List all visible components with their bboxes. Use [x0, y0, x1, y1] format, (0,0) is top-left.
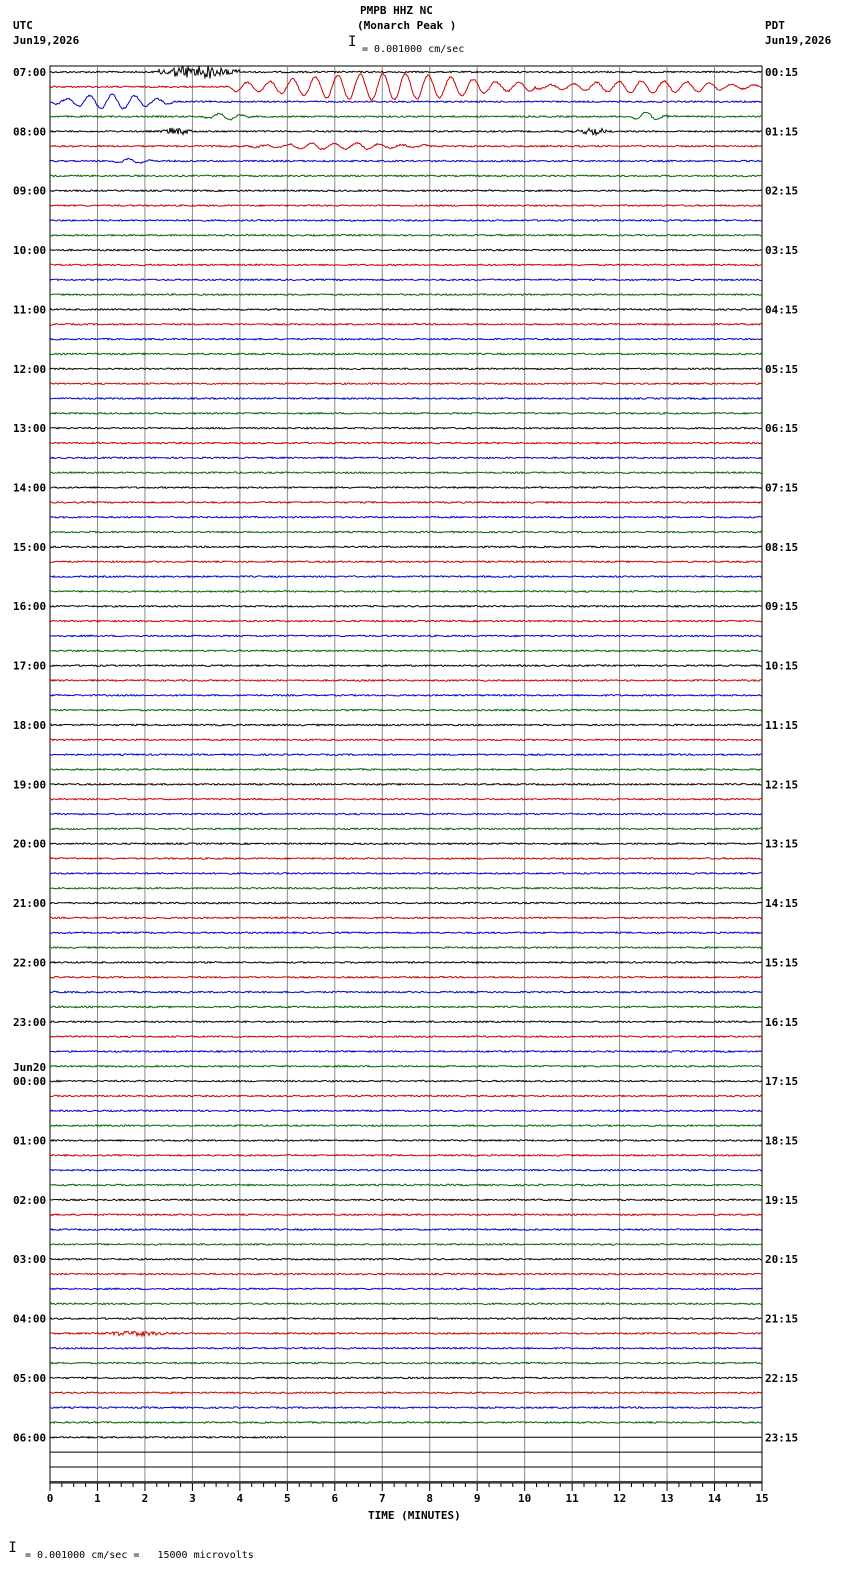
pdt-hour-label: 10:15 [765, 659, 799, 673]
x-tick-label: 4 [236, 1492, 244, 1505]
seismic-trace [50, 991, 762, 993]
seismic-trace [50, 1318, 762, 1320]
seismic-trace [50, 487, 762, 489]
left-date: Jun19,2026 [13, 34, 80, 47]
x-tick-label: 10 [518, 1492, 532, 1505]
seismic-trace [50, 754, 762, 756]
seismic-trace [50, 1184, 762, 1186]
seismic-trace [50, 1229, 762, 1231]
seismic-trace [50, 873, 762, 875]
x-axis-title: TIME (MINUTES) [368, 1509, 461, 1522]
seismic-trace [50, 398, 762, 400]
seismic-trace [50, 190, 762, 192]
right-date: Jun19,2026 [765, 34, 832, 47]
pdt-hour-label: 03:15 [765, 244, 799, 258]
plot-frame [50, 66, 762, 1483]
pdt-hour-label: 16:15 [765, 1015, 799, 1029]
seismic-trace [50, 1362, 762, 1364]
seismic-trace [50, 605, 762, 607]
pdt-hour-label: 05:15 [765, 362, 799, 376]
utc-hour-label: 08:00 [13, 125, 47, 139]
seismic-trace [50, 769, 762, 771]
utc-hour-label: 19:00 [13, 778, 47, 792]
seismic-trace [50, 1392, 762, 1394]
seismic-trace [50, 516, 762, 518]
seismic-trace [50, 650, 762, 652]
pdt-hour-label: 09:15 [765, 600, 799, 614]
seismic-trace [50, 249, 762, 251]
seismic-trace [50, 324, 762, 326]
right-timezone: PDT [765, 19, 785, 32]
x-tick-label: 9 [473, 1492, 481, 1505]
pdt-hour-label: 02:15 [765, 184, 799, 198]
seismic-trace [50, 457, 762, 459]
seismic-trace [50, 828, 762, 830]
seismic-trace [50, 128, 762, 135]
date-change-label: Jun20 [13, 1061, 47, 1075]
seismic-trace [50, 1006, 762, 1008]
seismic-trace [50, 576, 762, 578]
seismic-trace [50, 531, 762, 533]
seismic-trace [50, 279, 762, 281]
pdt-hour-label: 00:15 [765, 66, 799, 79]
x-tick-label: 2 [141, 1492, 149, 1505]
utc-hour-label: 16:00 [13, 600, 47, 614]
seismic-trace [50, 1140, 762, 1142]
seismic-trace [50, 1036, 762, 1038]
seismic-trace [50, 502, 762, 504]
seismic-trace [50, 680, 762, 682]
seismic-trace [50, 1288, 762, 1290]
pdt-hour-label: 20:15 [765, 1253, 799, 1267]
x-tick-label: 11 [565, 1492, 579, 1505]
pdt-hour-label: 22:15 [765, 1371, 799, 1385]
station-location: (Monarch Peak ) [357, 19, 457, 32]
x-tick-label: 15 [755, 1492, 769, 1505]
seismic-trace [50, 442, 762, 444]
utc-hour-label: 02:00 [13, 1193, 47, 1207]
seismic-trace [50, 917, 762, 919]
utc-hour-label: 00:00 [13, 1075, 47, 1089]
left-timezone: UTC [13, 19, 33, 32]
seismic-trace [50, 234, 762, 236]
seismic-trace [50, 1422, 762, 1424]
pdt-hour-label: 08:15 [765, 540, 799, 554]
seismic-trace [50, 1347, 762, 1349]
seismic-trace [50, 561, 762, 563]
pdt-hour-label: 07:15 [765, 481, 799, 495]
seismic-trace [50, 220, 762, 222]
utc-hour-label: 10:00 [13, 244, 47, 258]
utc-hour-label: 17:00 [13, 659, 47, 673]
seismic-trace [50, 1331, 762, 1336]
seismic-trace [50, 724, 762, 726]
seismic-trace [50, 1437, 287, 1439]
utc-hour-label: 01:00 [13, 1134, 47, 1148]
seismic-trace [50, 1273, 762, 1275]
seismic-trace [50, 1258, 762, 1260]
seismic-trace [50, 143, 762, 150]
utc-hour-label: 22:00 [13, 956, 47, 970]
pdt-hour-label: 21:15 [765, 1312, 799, 1326]
utc-hour-label: 15:00 [13, 540, 47, 554]
seismic-trace [50, 1095, 762, 1097]
utc-hour-label: 06:00 [13, 1431, 47, 1445]
utc-hour-label: 07:00 [13, 66, 47, 79]
seismic-trace [50, 858, 762, 860]
pdt-hour-label: 23:15 [765, 1431, 799, 1445]
scale-bar-footer-icon: I [0, 1540, 17, 1556]
seismic-trace [50, 1244, 762, 1246]
seismic-trace [50, 591, 762, 593]
seismic-trace [50, 264, 762, 266]
seismic-trace [50, 709, 762, 711]
scale-label-bottom: = 0.001000 cm/sec = 15000 microvolts [25, 1550, 254, 1561]
seismic-trace [50, 368, 762, 370]
seismic-trace [50, 1407, 762, 1409]
seismic-trace [50, 1080, 762, 1082]
seismic-trace [50, 353, 762, 355]
seismic-trace [50, 112, 762, 120]
seismic-trace [50, 338, 762, 340]
seismic-trace [50, 962, 762, 964]
seismic-trace [50, 427, 762, 429]
utc-hour-label: 23:00 [13, 1015, 47, 1029]
utc-hour-label: 05:00 [13, 1371, 47, 1385]
seismic-trace [50, 784, 762, 786]
seismic-trace [50, 635, 762, 637]
seismic-trace [50, 1377, 762, 1379]
x-tick-label: 5 [284, 1492, 291, 1505]
utc-hour-label: 20:00 [13, 837, 47, 851]
pdt-hour-label: 04:15 [765, 303, 799, 317]
seismic-trace [50, 813, 762, 815]
pdt-hour-label: 14:15 [765, 897, 799, 911]
pdt-hour-label: 17:15 [765, 1075, 799, 1089]
x-tick-label: 13 [660, 1492, 674, 1505]
x-tick-label: 1 [94, 1492, 101, 1505]
pdt-hour-label: 01:15 [765, 125, 799, 139]
seismic-trace [50, 739, 762, 741]
seismic-trace [50, 695, 762, 697]
seismic-trace [50, 1199, 762, 1201]
seismic-trace [50, 1051, 762, 1053]
utc-hour-label: 21:00 [13, 897, 47, 911]
seismic-trace [50, 94, 762, 109]
x-tick-label: 3 [189, 1492, 196, 1505]
seismic-trace [50, 1066, 762, 1068]
x-tick-label: 6 [331, 1492, 339, 1505]
seismic-trace [50, 74, 762, 101]
seismic-trace [50, 158, 762, 163]
x-tick-label: 8 [426, 1492, 434, 1505]
seismic-trace [50, 1110, 762, 1112]
seismic-trace [50, 472, 762, 474]
seismic-trace [50, 947, 762, 949]
utc-hour-label: 09:00 [13, 184, 47, 198]
seismic-trace [50, 1155, 762, 1157]
station-title: PMPB HHZ NC [360, 4, 433, 17]
seismic-trace [50, 1214, 762, 1216]
scale-label-top: = 0.001000 cm/sec [362, 44, 465, 55]
utc-hour-label: 13:00 [13, 422, 47, 436]
seismic-trace [50, 932, 762, 934]
seismic-trace [50, 1303, 762, 1305]
seismic-trace [50, 66, 762, 79]
seismic-trace [50, 309, 762, 311]
seismic-trace [50, 887, 762, 889]
seismic-trace [50, 620, 762, 622]
seismic-trace [50, 665, 762, 667]
pdt-hour-label: 11:15 [765, 718, 799, 732]
seismic-trace [50, 294, 762, 296]
seismic-trace [50, 546, 762, 548]
x-tick-label: 14 [707, 1492, 722, 1505]
seismic-trace [50, 902, 762, 904]
seismic-trace [50, 1169, 762, 1171]
seismic-trace [50, 1125, 762, 1127]
pdt-hour-label: 18:15 [765, 1134, 799, 1148]
pdt-hour-label: 15:15 [765, 956, 799, 970]
seismic-trace [50, 976, 762, 978]
scale-bar-icon: I [348, 34, 357, 50]
pdt-hour-label: 19:15 [765, 1193, 799, 1207]
pdt-hour-label: 13:15 [765, 837, 799, 851]
pdt-hour-label: 12:15 [765, 778, 799, 792]
seismic-trace [50, 798, 762, 800]
utc-hour-label: 03:00 [13, 1253, 47, 1267]
x-tick-label: 0 [46, 1492, 54, 1505]
utc-hour-label: 18:00 [13, 718, 47, 732]
seismic-trace [50, 205, 762, 207]
x-tick-label: 7 [378, 1492, 386, 1505]
utc-hour-label: 14:00 [13, 481, 47, 495]
seismic-trace [50, 175, 762, 177]
utc-hour-label: 11:00 [13, 303, 47, 317]
pdt-hour-label: 06:15 [765, 422, 799, 436]
utc-hour-label: 12:00 [13, 362, 47, 376]
seismic-trace [50, 383, 762, 385]
x-tick-label: 12 [612, 1492, 627, 1505]
utc-hour-label: 04:00 [13, 1312, 47, 1326]
seismic-trace [50, 1021, 762, 1023]
seismic-trace [50, 843, 762, 845]
seismic-trace [50, 413, 762, 415]
